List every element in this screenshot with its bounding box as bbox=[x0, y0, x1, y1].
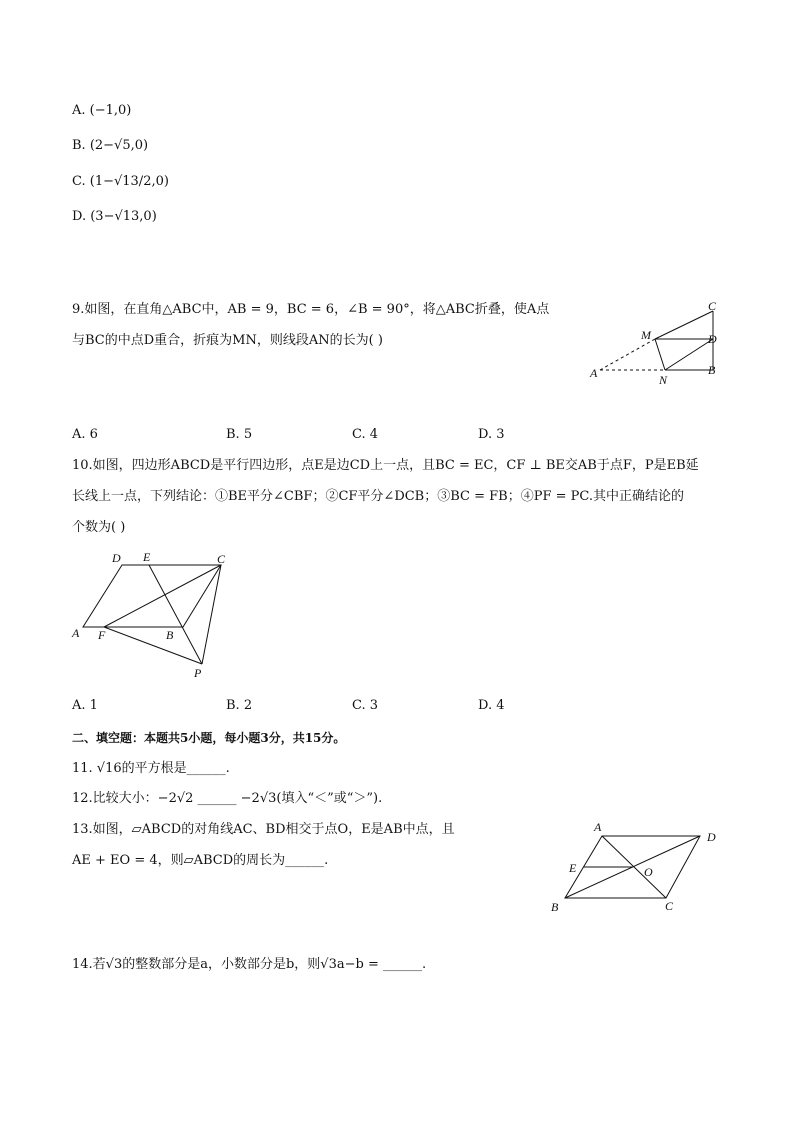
segment-mc bbox=[655, 311, 713, 339]
segment-fp bbox=[104, 627, 202, 664]
label-d: D bbox=[707, 830, 716, 844]
label-e: E bbox=[143, 550, 151, 564]
label-a: A bbox=[590, 366, 598, 380]
parallelogram-abcd bbox=[83, 565, 221, 627]
q10-option-b: B. 2 bbox=[226, 698, 253, 713]
q9-option-b: B. 5 bbox=[226, 427, 253, 442]
label-o: O bbox=[644, 865, 653, 879]
q14-text: 14.若√3的整数部分是a，小数部分是b，则√3a−b = ______. bbox=[72, 957, 427, 972]
q10-option-c: C. 3 bbox=[352, 698, 379, 713]
label-f: F bbox=[98, 628, 106, 642]
label-c: C bbox=[665, 899, 674, 913]
segment-am-dashed bbox=[600, 339, 655, 370]
q8-option-d: D. (3−√13,0) bbox=[72, 209, 157, 224]
q9-option-d: D. 3 bbox=[478, 427, 505, 442]
q10-text-line1: 10.如图，四边形ABCD是平行四边形，点E是边CD上一点，且BC = EC，CF ⊥ BE交AB于点F，P是EB延 bbox=[72, 458, 699, 473]
label-b: B bbox=[551, 900, 559, 914]
segment-nd bbox=[665, 339, 713, 370]
section-heading: 二、填空题：本题共5小题，每小题3分，共15分。 bbox=[72, 731, 346, 745]
q10-text-line2: 长线上一点，下列结论：①BE平分∠CBF；②CF平分∠DCB；③BC = FB；④PF = PC.其中正确结论的 bbox=[72, 489, 684, 504]
label-m: M bbox=[641, 328, 651, 342]
label-b: B bbox=[708, 363, 716, 377]
q13-text-line1: 13.如图，▱ABCD的对角线AC、BD相交于点O，E是AB中点，且 bbox=[72, 822, 455, 837]
q8-option-c: C. (1−√13/2,0) bbox=[72, 174, 169, 189]
q10-text-line3: 个数为( ) bbox=[72, 520, 126, 535]
label-a: A bbox=[72, 626, 80, 640]
segment-mn bbox=[655, 339, 665, 370]
q10-option-d: D. 4 bbox=[478, 698, 505, 713]
label-a: A bbox=[594, 820, 602, 834]
q8-option-b: B. (2−√5,0) bbox=[72, 138, 149, 153]
label-p: P bbox=[194, 666, 202, 680]
label-d: D bbox=[708, 332, 717, 346]
q9-figure bbox=[585, 298, 725, 390]
q10-figure bbox=[66, 548, 236, 683]
segment-fc bbox=[104, 565, 221, 627]
q13-text-line2: AE + EO = 4，则▱ABCD的周长为______. bbox=[72, 853, 329, 868]
label-c: C bbox=[708, 299, 717, 313]
label-n: N bbox=[659, 373, 668, 387]
q9-text-line1: 9.如图，在直角△ABC中，AB = 9，BC = 6，∠B = 90°，将△ABC折叠，使A点 bbox=[72, 302, 550, 317]
q11-text: 11. √16的平方根是______. bbox=[72, 761, 230, 776]
q10-option-a: A. 1 bbox=[72, 698, 98, 713]
label-b: B bbox=[166, 628, 174, 642]
segment-ep bbox=[149, 565, 202, 664]
label-c: C bbox=[217, 552, 226, 566]
q12-text: 12.比较大小：−2√2 ______ −2√3(填入“＜”或“＞”). bbox=[72, 791, 383, 806]
q8-option-a: A. (−1,0) bbox=[72, 103, 132, 118]
q9-text-line2: 与BC的中点D重合，折痕为MN，则线段AN的长为( ) bbox=[72, 333, 383, 348]
label-e: E bbox=[569, 861, 577, 875]
q9-option-a: A. 6 bbox=[72, 427, 98, 442]
q13-figure bbox=[548, 818, 728, 918]
q9-option-c: C. 4 bbox=[352, 427, 379, 442]
label-d: D bbox=[112, 551, 121, 565]
